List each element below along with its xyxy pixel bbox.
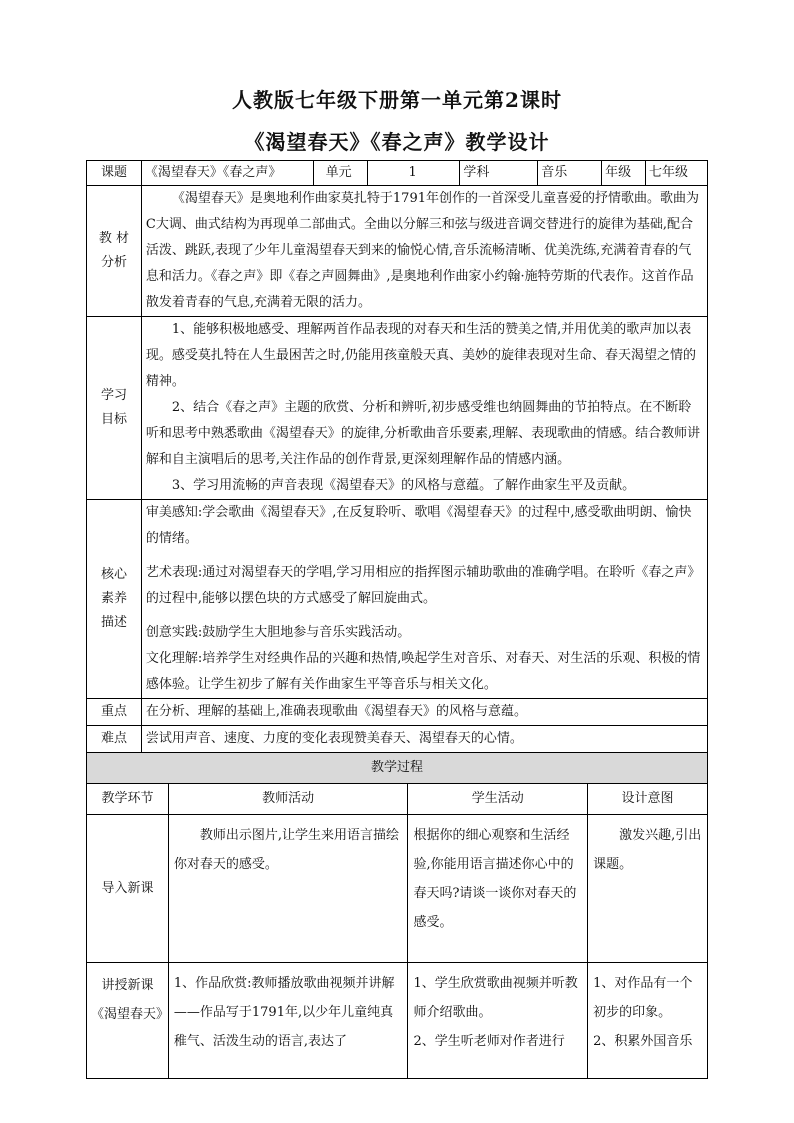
column-header-student: 学生活动 [408,784,588,815]
literacy-item-artistic: 艺术表现:通过对渴望春天的学唱,学习用相应的指挥图示辅助歌曲的准确学唱。在聆听《春之声》的过程中,能够以摆色块的方式感受了解回旋曲式。 [145,565,701,606]
objective-item: 1、能够积极地感受、理解两首作品表现的对春天和生活的赞美之情,并用优美的歌声加以表现。感受莫扎特在人生最困苦之时,仍能用孩童般天真、美妙的旋律表现对生命、春天渴望之情的精神。 [145,322,697,389]
literacy-row [87,500,708,699]
analysis-text [141,186,707,317]
analysis-label-line2: 分析 [100,255,127,270]
document-title: 人教版七年级下册第一单元第2课时 [232,88,562,112]
analysis-label [87,186,142,317]
column-header-intent: 设计意图 [588,784,708,815]
stage-cell: 讲授新课《渴望春天》 [87,963,169,1079]
subject-value: 音乐 [538,161,602,186]
teaching-process-table [86,752,708,1079]
objective-item: 3、学习用流畅的声音表现《渴望春天》的风格与意蕴。了解作曲家生平及贡献。 [171,478,636,493]
objective-item: 2、结合《春之声》主题的欣赏、分析和辨听,初步感受维也纳圆舞曲的节拍特点。在不断聆听和思考中熟悉歌曲《渴望春天》的旋律,分析歌曲音乐要素,理解、表现歌曲的情感。结合教师讲解和自主演唱后的思考,关注作品的创作背景,更深刻理解作品的情感内涵。 [145,400,701,467]
key-point-row [87,699,708,726]
topic-label: 课题 [87,161,142,186]
subject-label: 学科 [460,161,538,186]
literacy-text [141,500,707,699]
process-banner-row [87,753,708,784]
analysis-row [87,186,708,317]
literacy-item-cultural: 文化理解:培养学生对经典作品的兴趣和热情,唤起学生对音乐、对春天、对生活的乐观、积极的情感体验。让学生初步了解有关作曲家生平等音乐与相关文化。 [145,651,701,692]
literacy-label-line2: 素养 [100,591,127,606]
lesson-info-table [86,160,708,753]
objectives-label [87,317,142,500]
intent-item: 2、积累外国音乐 [593,1034,693,1049]
objectives-text [141,317,707,500]
teacher-cell [168,815,408,963]
stage-cell: 导入新课 [87,815,169,963]
teacher-text: 教师出示图片,让学生来用语言描绘你对春天的感受。 [173,828,400,872]
table-row [87,963,708,1079]
literacy-label-line3: 描述 [100,615,127,630]
student-cell [408,963,588,1079]
difficulty-label: 难点 [87,726,142,753]
intent-item: 1、对作品有一个初步的印象。 [593,976,693,1020]
process-header-row [87,784,708,815]
grade-label: 年级 [602,161,646,186]
student-item: 2、学生听老师对作者进行 [413,1034,565,1049]
literacy-label [87,500,142,699]
student-item: 1、学生欣赏歌曲视频并听教师介绍歌曲。 [413,976,578,1020]
intent-cell [588,963,708,1079]
column-header-stage: 教学环节 [87,784,169,815]
grade-value: 七年级 [646,161,708,186]
process-banner: 教学过程 [87,753,708,784]
literacy-label-line1: 核心 [100,567,127,582]
objectives-label-line2: 目标 [100,412,127,427]
difficulty-text: 尝试用声音、速度、力度的变化表现赞美春天、渴望春天的心情。 [141,726,707,753]
key-point-label: 重点 [87,699,142,726]
teacher-cell: 1、作品欣赏:教师播放歌曲视频并讲解——作品写于1791年,以少年儿童纯真稚气、活泼生动的语言,表达了 [168,963,408,1079]
difficulty-row [87,726,708,753]
student-cell: 根据你的细心观察和生活经验,你能用语言描述你心中的春天吗?请谈一谈你对春天的感受。 [408,815,588,963]
literacy-item-creative: 创意实践:鼓励学生大胆地参与音乐实践活动。 [145,625,411,640]
literacy-item-aesthetic: 审美感知:学会歌曲《渴望春天》,在反复聆听、歌唱《渴望春天》的过程中,感受歌曲明朗、愉快的情绪。 [145,505,692,546]
column-header-teacher: 教师活动 [168,784,408,815]
table-row [87,815,708,963]
topic-value: 《渴望春天》《春之声》 [141,161,313,186]
document-subtitle: 《渴望春天》《春之声》教学设计 [244,130,550,154]
info-row [87,161,708,186]
unit-value: 1 [368,161,460,186]
analysis-label-line1: 教 材 [98,231,130,246]
key-point-text: 在分析、理解的基础上,准确表现歌曲《渴望春天》的风格与意蕴。 [141,699,707,726]
analysis-paragraph: 《渴望春天》是奥地利作曲家莫扎特于1791年创作的一首深受儿童喜爱的抒情歌曲。歌曲为C大调、曲式结构为再现单二部曲式。全曲以分解三和弦与级进音调交替进行的旋律为基础,配合活泼、跳跃,表现了少年儿童渴望春天到来的愉悦心情,音乐流畅清晰、优美洗练,充满着青春的气息和活力。《春之声》即《春之声圆舞曲》,是奥地利作曲家小约翰·施特劳斯的代表作。这首作品散发着青春的气息,充满着无限的活力。 [145,191,699,310]
intent-cell [588,815,708,963]
objectives-row [87,317,708,500]
intent-text: 激发兴趣,引出课题。 [593,828,702,872]
unit-label: 单元 [313,161,368,186]
objectives-label-line1: 学习 [100,388,127,403]
